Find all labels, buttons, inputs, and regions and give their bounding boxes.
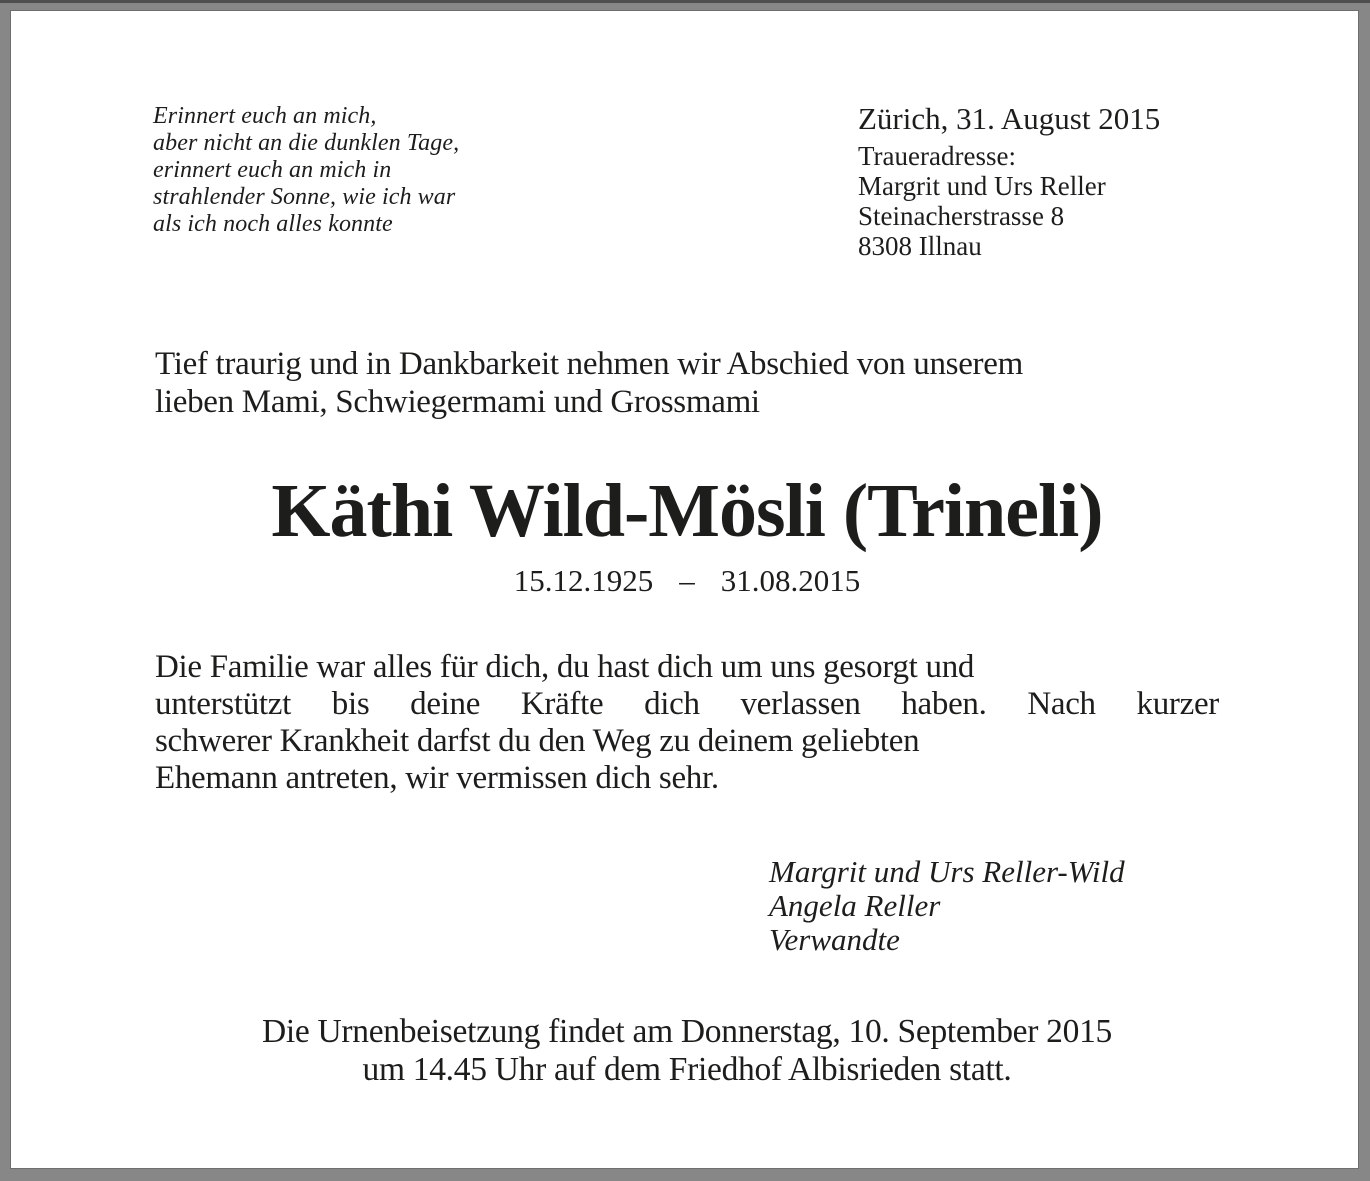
poem-line: aber nicht an die dunklen Tage, (153, 130, 460, 156)
dates-dash: – (679, 563, 695, 598)
obituary-text-line: Ehemann antreten, wir vermissen dich sehr. (155, 760, 719, 796)
funeral-notice (155, 1013, 1219, 1089)
mourning-address-line: Margrit und Urs Reller (858, 171, 1106, 201)
dateline-and-mourning-address (858, 99, 1160, 261)
poem-line: als ich noch alles konnte (153, 211, 393, 237)
death-notice-page (11, 11, 1358, 1168)
poem-line: strahlender Sonne, wie ich war (153, 184, 456, 210)
obituary-text-line: schwerer Krankheit darfst du den Weg zu deinem geliebten (155, 723, 920, 759)
memorial-poem (153, 103, 459, 238)
obituary-text (155, 649, 1219, 797)
poem-line: Erinnert euch an mich, (153, 103, 377, 129)
mourning-address-line: Steinacherstrasse 8 (858, 201, 1065, 231)
signatory: Margrit und Urs Reller-Wild (769, 854, 1125, 889)
obituary-text-line: unterstützt bis deine Kräfte dich verlassen haben. Nach kurzer (155, 686, 1219, 722)
signatory: Verwandte (769, 922, 900, 957)
funeral-notice-line: um 14.45 Uhr auf dem Friedhof Albisrieden statt. (362, 1051, 1012, 1088)
mourning-address-line: 8308 Illnau (858, 231, 982, 261)
funeral-notice-line: Die Urnenbeisetzung findet am Donnerstag, 10. September 2015 (262, 1013, 1112, 1050)
signatories (769, 855, 1125, 957)
life-dates (155, 563, 1219, 599)
deceased-name: Käthi Wild-Mösli (Trineli) (271, 469, 1103, 553)
poem-line: erinnert euch an mich in (153, 157, 392, 183)
mourning-address (858, 141, 1160, 261)
farewell-intro-line: lieben Mami, Schwiegermami und Grossmami (155, 384, 760, 420)
death-date: 31.08.2015 (720, 563, 861, 598)
place-dateline: Zürich, 31. August 2015 (858, 101, 1161, 136)
mourning-address-label: Traueradresse: (858, 141, 1016, 171)
obituary-text-line: Die Familie war alles für dich, du hast dich um uns gesorgt und (155, 649, 975, 685)
signatory: Angela Reller (769, 888, 941, 923)
birth-date: 15.12.1925 (513, 563, 654, 598)
farewell-intro-line: Tief traurig und in Dankbarkeit nehmen wir Abschied von unserem (155, 346, 1023, 382)
farewell-intro (155, 345, 1227, 421)
